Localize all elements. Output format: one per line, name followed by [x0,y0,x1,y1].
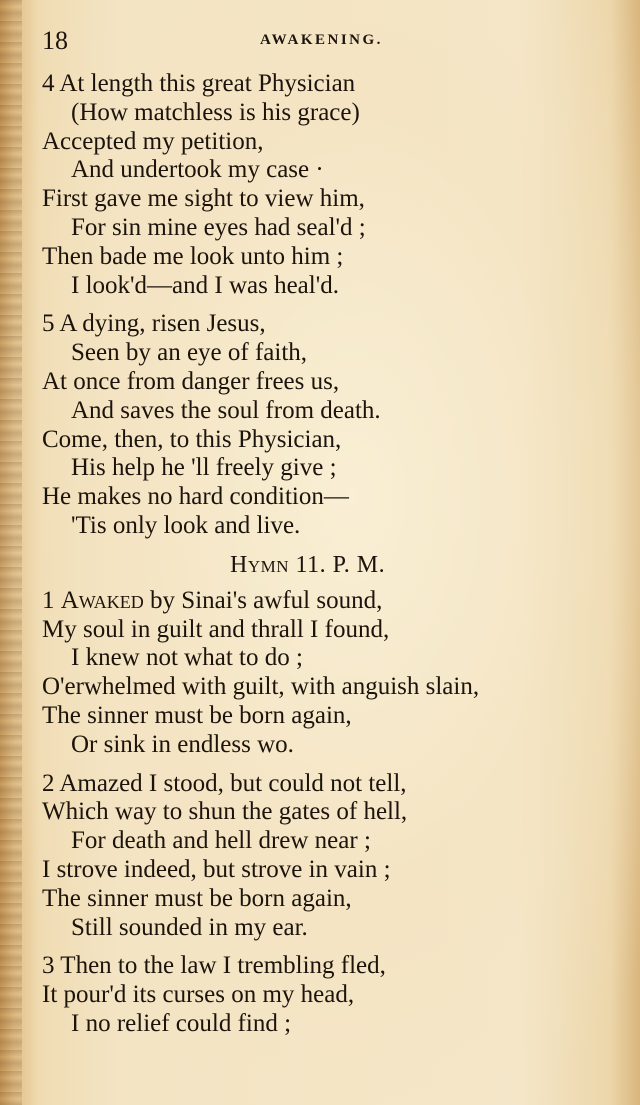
hymn11-stanza-2 [42,770,632,943]
page-header [42,26,622,58]
hymn-11-heading: Hymn 11. P. M. [230,551,386,578]
verse-line: Still sounded in my ear. [71,913,308,941]
verse-line: 4 At length this great Physician [42,70,356,97]
verse-line: The sinner must be born again, [42,701,352,729]
verse-line: Accepted my petition, [42,127,264,155]
first-line-rest: by Sinai's awful sound, [143,586,383,614]
page-number: 18 [42,26,68,55]
hymn-text [42,70,632,1039]
running-title: AWAKENING. [260,32,383,48]
verse-line: (How matchless is his grace) [71,98,360,126]
hymn11-stanza-1 [42,587,632,760]
verse-line: 5 A dying, risen Jesus, [42,310,266,338]
verse-line: At once from danger frees us, [42,367,340,395]
verse-line: First gave me sight to view him, [42,185,365,213]
verse-line: For death and hell drew near ; [71,827,371,855]
first-word: Awaked [60,586,144,614]
stanza-number: 1 [42,586,61,614]
verse-line: Then bade me look unto him ; [42,242,344,270]
verse-line: I no relief could find ; [71,1009,292,1037]
verse-line: O'erwhelmed with guilt, with anguish slain, [42,673,480,701]
verse-line: I look'd—and I was heal'd. [71,271,339,299]
verse-line: My soul in guilt and thrall I found, [42,615,390,643]
hymn10-stanza-5 [42,310,632,540]
page-gutter-shadow [0,0,22,1105]
verse-line: I knew not what to do ; [71,644,303,672]
verse-line: Seen by an eye of faith, [71,339,308,367]
verse-line: Which way to shun the gates of hell, [42,798,408,826]
verse-line: I strove indeed, but strove in vain ; [42,855,391,883]
verse-line: He makes no hard condition— [42,483,349,511]
verse-line: The sinner must be born again, [42,884,352,912]
verse-line: And saves the soul from death. [71,396,381,424]
verse-line: And undertook my case · [71,156,324,184]
verse-line: 'Tis only look and live. [71,511,301,539]
verse-line: 2 Amazed I stood, but could not tell, [42,769,407,797]
verse-line: 3 Then to the law I trembling fled, [42,952,386,980]
verse-line: It pour'd its curses on my head, [42,981,355,1009]
hymn11-stanza-3 [42,952,632,1038]
verse-line: His help he 'll freely give ; [71,454,337,482]
verse-line: Come, then, to this Physician, [42,425,342,453]
verse-line [42,587,632,616]
verse-line: For sin mine eyes had seal'd ; [71,213,366,241]
verse-line: Or sink in endless wo. [71,730,294,758]
hymn10-stanza-4 [42,70,632,300]
